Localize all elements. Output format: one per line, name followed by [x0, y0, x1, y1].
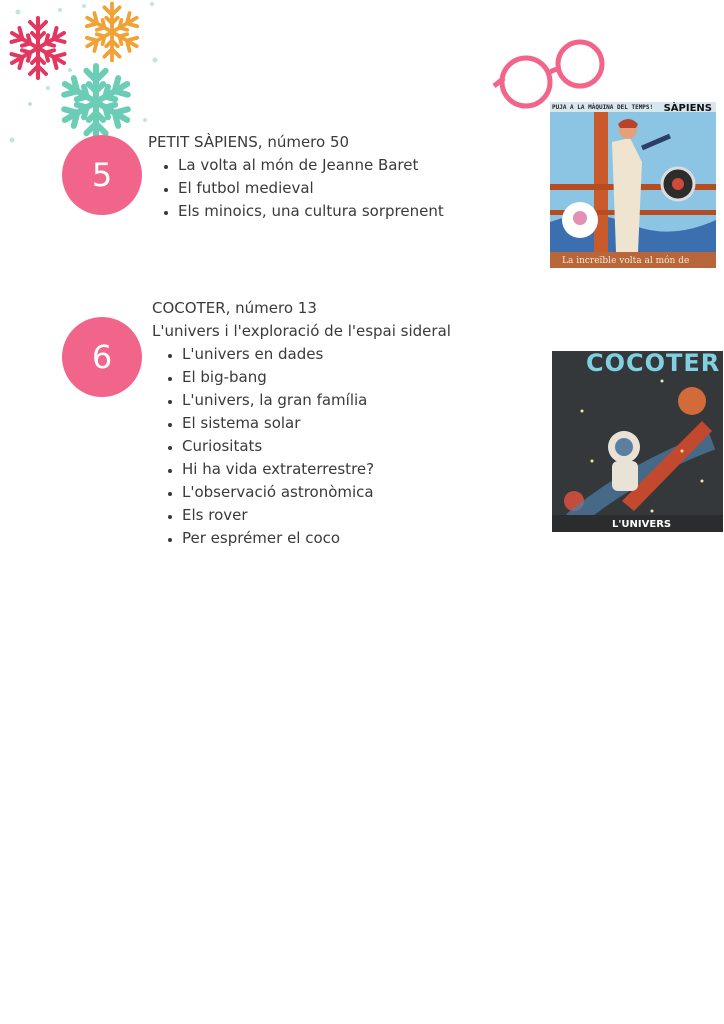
section-number: 6 [91, 338, 113, 376]
section-number-badge [62, 317, 142, 397]
section-number: 5 [91, 156, 113, 194]
teal-snowflake-icon [60, 66, 132, 138]
list-item: • L'observació astronòmica [182, 481, 451, 504]
list-item: • Els minoics, una cultura sorprenent [178, 200, 444, 223]
petit-sapiens-cover-image [550, 102, 716, 268]
magazine-title: COCOTER, número 13 [152, 299, 317, 317]
cocoter-cover-image [552, 351, 723, 532]
contents-list [148, 154, 444, 223]
cover-tagline: PUJA A LA MÀQUINA DEL TEMPS! [552, 104, 654, 111]
list-item: • L'univers, la gran família [182, 389, 451, 412]
orange-snowflake-icon [84, 3, 141, 60]
list-item: • L'univers en dades [182, 343, 451, 366]
red-snowflake-icon [8, 18, 68, 78]
pink-glasses-icon [490, 36, 610, 112]
list-item: • El sistema solar [182, 412, 451, 435]
list-item: • Hi ha vida extraterrestre? [182, 458, 451, 481]
cover-caption: L'UNIVERS [612, 519, 672, 530]
cover-caption: La increïble volta al món de [562, 256, 690, 266]
section-6-content [152, 297, 451, 550]
cover-brand: COCOTER [586, 351, 721, 377]
section-5-content [148, 131, 444, 223]
list-item: • El futbol medieval [178, 177, 444, 200]
magazine-title: PETIT SÀPIENS, número 50 [148, 133, 350, 151]
list-item: • Per esprémer el coco [182, 527, 451, 550]
contents-list [152, 343, 451, 550]
magazine-subtitle: L'univers i l'exploració de l'espai sideral [152, 322, 451, 340]
list-item: • Curiositats [182, 435, 451, 458]
list-item: • El big-bang [182, 366, 451, 389]
cover-brand: SÀPIENS [663, 103, 712, 114]
list-item: • Els rover [182, 504, 451, 527]
section-number-badge [62, 135, 142, 215]
list-item: • La volta al món de Jeanne Baret [178, 154, 444, 177]
